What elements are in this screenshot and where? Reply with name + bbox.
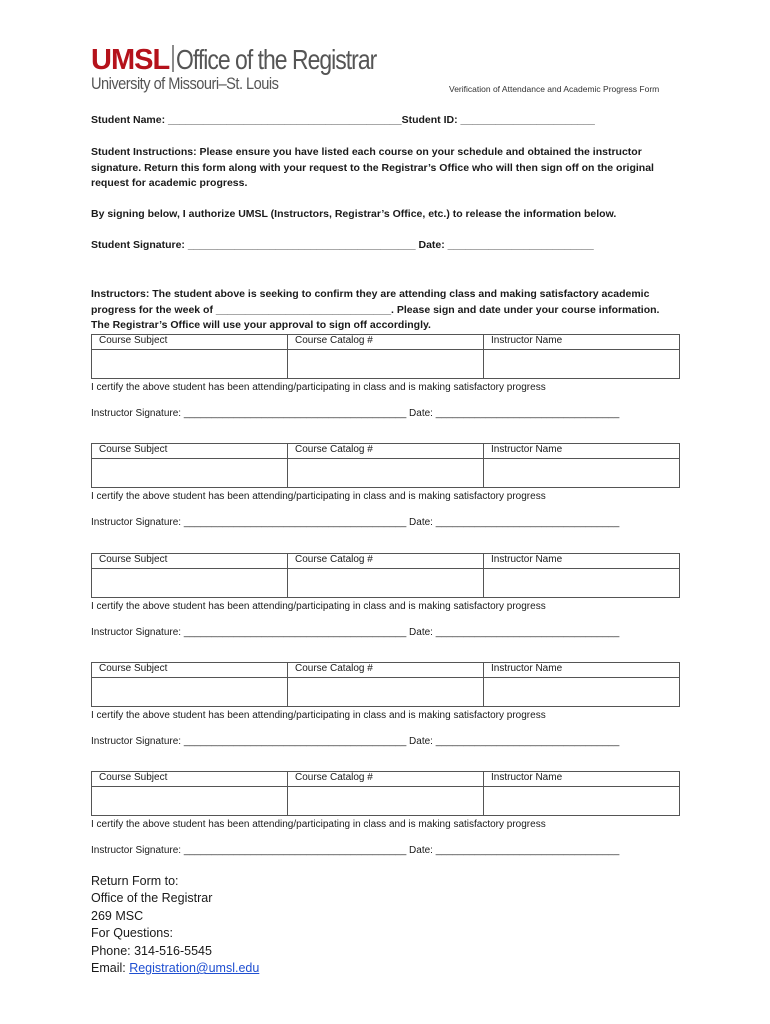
course-subject-header: Course Subject — [92, 554, 288, 569]
course-catalog-header: Course Catalog # — [288, 444, 484, 459]
course-table — [91, 662, 680, 707]
course-table — [91, 334, 680, 379]
certification-statement: I certify the above student has been attending/participating in class and is making satisfactory progress — [91, 491, 546, 502]
course-subject-cell[interactable] — [92, 569, 288, 598]
phone-number: Phone: 314-516-5545 — [91, 943, 212, 958]
instructor-signature-line: Instructor Signature: ________________________________________ Date: _________________________________ — [91, 408, 620, 419]
instructor-signature-line: Instructor Signature: ________________________________________ Date: _________________________________ — [91, 517, 620, 528]
course-subject-cell[interactable] — [92, 459, 288, 488]
student-signature-line: Student Signature: _______________________________________ Date: _________________________ — [91, 239, 594, 251]
instructor-signature-line: Instructor Signature: ________________________________________ Date: _________________________________ — [91, 627, 620, 638]
return-info — [91, 873, 259, 977]
course-table — [91, 553, 680, 598]
return-msc: 269 MSC — [91, 908, 144, 923]
certification-statement: I certify the above student has been attending/participating in class and is making satisfactory progress — [91, 601, 546, 612]
instructor-name-header: Instructor Name — [484, 335, 680, 350]
return-office: Office of the Registrar — [91, 891, 213, 906]
course-table — [91, 443, 680, 488]
course-catalog-cell[interactable] — [288, 787, 484, 816]
instructor-name-cell[interactable] — [484, 787, 680, 816]
course-subject-header: Course Subject — [92, 772, 288, 787]
authorization-statement: By signing below, I authorize UMSL (Instructors, Registrar’s Office, etc.) to release the information below. — [91, 208, 617, 220]
course-catalog-header: Course Catalog # — [288, 772, 484, 787]
instructor-name-header: Instructor Name — [484, 444, 680, 459]
course-catalog-header: Course Catalog # — [288, 335, 484, 350]
certification-statement: I certify the above student has been attending/participating in class and is making satisfactory progress — [91, 710, 546, 721]
course-table-header — [92, 772, 680, 787]
return-form-label: Return Form to: — [91, 874, 179, 888]
course-entry-row — [92, 350, 680, 379]
instructor-name-header: Instructor Name — [484, 554, 680, 569]
instructor-signature-line: Instructor Signature: ________________________________________ Date: _________________________________ — [91, 736, 620, 747]
instructor-name-cell[interactable] — [484, 569, 680, 598]
email-link[interactable]: Registration@umsl.edu — [129, 961, 260, 976]
course-subject-header: Course Subject — [92, 335, 288, 350]
course-table-header — [92, 335, 680, 350]
course-entry-row — [92, 569, 680, 598]
course-block-3 — [91, 553, 681, 638]
course-table-header — [92, 554, 680, 569]
course-entry-row — [92, 459, 680, 488]
email-label: Email: — [91, 961, 130, 976]
form-title: Verification of Attendance and Academic Progress Form — [449, 84, 660, 94]
course-catalog-header: Course Catalog # — [288, 554, 484, 569]
instructor-name-cell[interactable] — [484, 350, 680, 379]
instructor-name-cell[interactable] — [484, 459, 680, 488]
instructor-name-header: Instructor Name — [484, 772, 680, 787]
student-name-id-line: Student Name: ________________________________________Student ID: _______________________ — [91, 114, 595, 126]
course-block-4 — [91, 662, 681, 747]
course-table — [91, 771, 680, 816]
course-catalog-cell[interactable] — [288, 459, 484, 488]
course-catalog-cell[interactable] — [288, 350, 484, 379]
course-subject-header: Course Subject — [92, 444, 288, 459]
logo-university-name: University of Missouri–St. Louis — [91, 74, 279, 93]
course-catalog-header: Course Catalog # — [288, 663, 484, 678]
course-subject-cell[interactable] — [92, 350, 288, 379]
course-block-2 — [91, 443, 681, 528]
questions-label: For Questions: — [91, 926, 173, 941]
logo-office-name: Office of the Registrar — [176, 44, 377, 75]
course-table-header — [92, 663, 680, 678]
course-entry-row — [92, 678, 680, 707]
course-block-1 — [91, 334, 681, 419]
course-subject-header: Course Subject — [92, 663, 288, 678]
course-block-5 — [91, 771, 681, 856]
student-instructions: Student Instructions: Please ensure you have listed each course on your schedule and obtained the instructor signature. Return this form along with your request to the Registrar’s Office who will then sign off on the original request for academic progress. — [91, 146, 654, 190]
instructor-signature-line: Instructor Signature: ________________________________________ Date: _________________________________ — [91, 845, 620, 856]
logo-umsl-wordmark: UMSL — [91, 44, 170, 76]
instructor-name-header: Instructor Name — [484, 663, 680, 678]
course-catalog-cell[interactable] — [288, 678, 484, 707]
certification-statement: I certify the above student has been attending/participating in class and is making satisfactory progress — [91, 382, 546, 393]
course-table-header — [92, 444, 680, 459]
course-subject-cell[interactable] — [92, 787, 288, 816]
course-entry-row — [92, 787, 680, 816]
course-catalog-cell[interactable] — [288, 569, 484, 598]
certification-statement: I certify the above student has been attending/participating in class and is making satisfactory progress — [91, 819, 546, 830]
email-line — [91, 960, 259, 977]
instructor-instructions: Instructors: The student above is seeking to confirm they are attending class and making satisfactory academic progress for the week of ______________________________. Please sign and date under your course information. The Registrar’s Office will use your approval to sign off accordingly. — [91, 288, 660, 332]
instructor-name-cell[interactable] — [484, 678, 680, 707]
course-subject-cell[interactable] — [92, 678, 288, 707]
logo-divider — [172, 45, 174, 72]
